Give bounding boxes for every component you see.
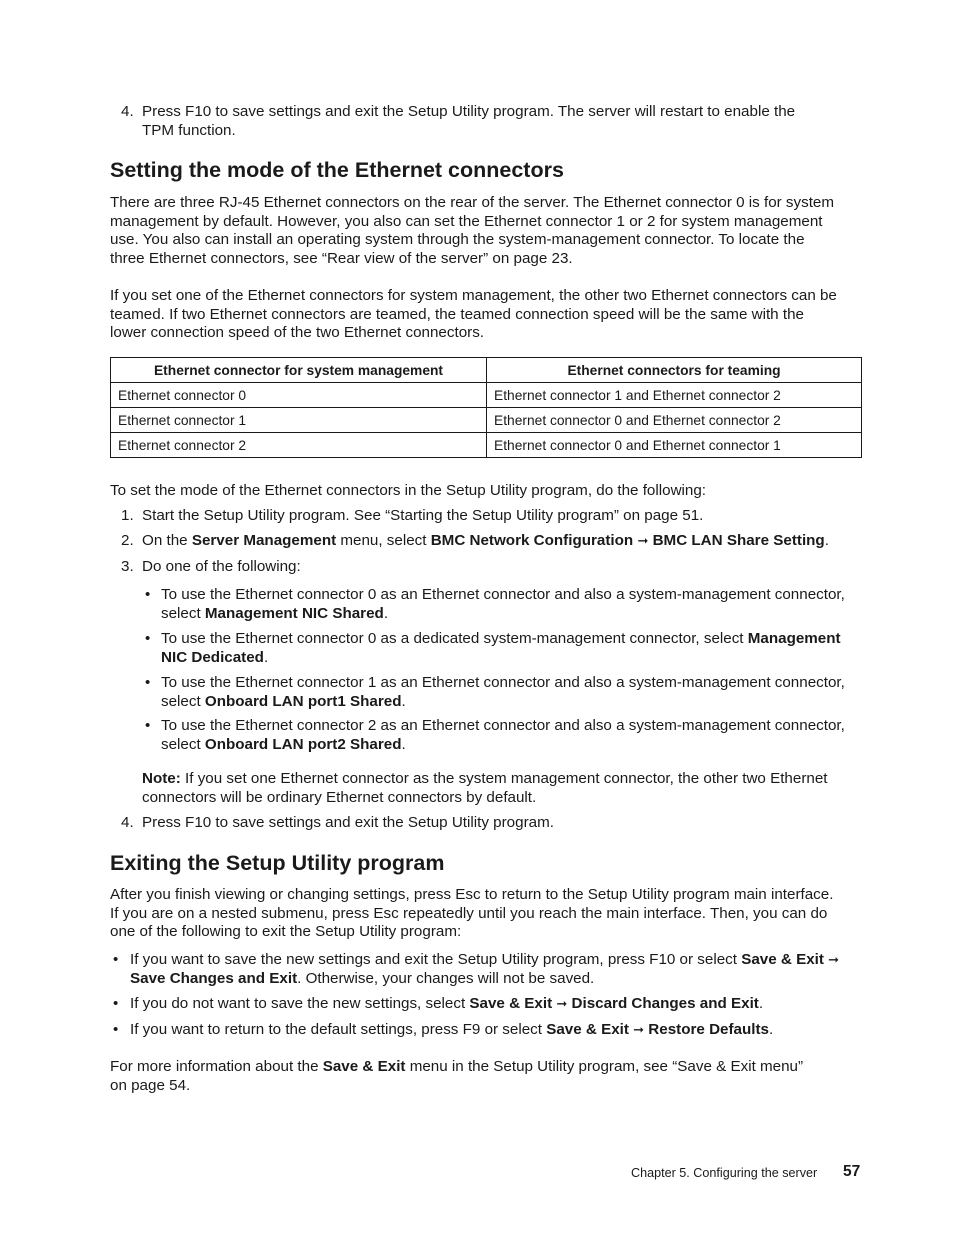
ethernet-connector-table [110,357,862,458]
step-text: Press F10 to save settings and exit the Setup Utility program. [142,814,554,831]
step-text: Press F10 to save settings and exit the Setup Utility program. The server will restart to enable the TPM function. [142,103,796,139]
table-cell: Ethernet connector 1 and Ethernet connector 2 [487,383,862,408]
table-cell: Ethernet connector 2 [111,433,487,458]
paragraph-teaming: If you set one of the Ethernet connectors for system management, the other two Ethernet connectors can be teamed. If two Ethernet connectors are teamed, the teamed connection speed will be the same with the lower connection speed of the two Ethernet connectors. [110,287,837,342]
arrow-right-icon: ➞ [633,1022,645,1037]
table-header-row [111,358,862,383]
paragraph-more-info: For more information about the Save & Exit menu in the Setup Utility program, see “Save & Exit menu” on page 54. [110,1058,804,1094]
bullet-icon: • [145,674,151,691]
note-label: Note: [142,770,181,787]
step-number: 1. [121,507,134,524]
arrow-right-icon: ➞ [637,533,649,548]
note: Note: If you set one Ethernet connector as the system management connector, the other two Ethernet connectors will be ordinary Ethernet connectors by default. [142,770,828,806]
bullet-icon: • [113,995,119,1012]
bullet-icon: • [113,951,119,968]
footer-chapter: Chapter 5. Configuring the server [631,1166,818,1180]
section-heading-exiting: Exiting the Setup Utility program [110,851,445,875]
procedure-intro: To set the mode of the Ethernet connectors in the Setup Utility program, do the following: [110,482,707,499]
table-row [111,433,862,458]
section-heading-ethernet: Setting the mode of the Ethernet connectors [110,158,564,182]
step-text: Do one of the following: [142,558,301,575]
list-item: To use the Ethernet connector 0 as an Ethernet connector and also a system-management connector, select Management NIC Shared. [161,586,845,622]
table-row [111,408,862,433]
list-item: If you want to save the new settings and exit the Setup Utility program, press F10 or select Save & Exit ➞ Save Changes and Exit. Otherwise, your changes will not be saved. [130,951,840,987]
list-item: To use the Ethernet connector 0 as a dedicated system-management connector, select Management NIC Dedicated. [161,630,841,666]
step-number: 2. [121,532,134,549]
list-item: To use the Ethernet connector 1 as an Ethernet connector and also a system-management connector, select Onboard LAN port1 Shared. [161,674,845,710]
bullet-icon: • [145,630,151,647]
step-text: Start the Setup Utility program. See “Starting the Setup Utility program” on page 51. [142,507,704,524]
arrow-right-icon: ➞ [828,952,840,967]
bullet-icon: • [145,717,151,734]
table-cell: Ethernet connector 1 [111,408,487,433]
page-number: 57 [843,1163,861,1180]
arrow-right-icon: ➞ [556,996,568,1011]
table-row [111,383,862,408]
table-cell: Ethernet connector 0 and Ethernet connector 2 [487,408,862,433]
paragraph-ethernet-intro: There are three RJ-45 Ethernet connectors on the rear of the server. The Ethernet connector 0 is for system management by default. However, you also can set the Ethernet connector 1 or 2 for system management use. You also can install an operating system through the system-management connector. To locate the three Ethernet connectors, see “Rear view of the server” on page 23. [110,194,835,267]
table-header-cell: Ethernet connectors for teaming [487,358,862,383]
table-cell: Ethernet connector 0 [111,383,487,408]
step-number: 4. [121,103,134,120]
step-number: 3. [121,558,134,575]
list-item: If you do not want to save the new settings, select Save & Exit ➞ Discard Changes and Exit. [130,995,764,1012]
step-text: On the Server Management menu, select BMC Network Configuration ➞ BMC LAN Share Setting. [142,532,829,549]
bullet-icon: • [113,1021,119,1038]
list-item: To use the Ethernet connector 2 as an Ethernet connector and also a system-management connector, select Onboard LAN port2 Shared. [161,717,845,753]
table-header-cell: Ethernet connector for system management [111,358,487,383]
table-cell: Ethernet connector 0 and Ethernet connector 1 [487,433,862,458]
step-number: 4. [121,814,134,831]
paragraph-exiting: After you finish viewing or changing settings, press Esc to return to the Setup Utility program main interface. If you are on a nested submenu, press Esc repeatedly until you reach the main interface. Then, you can do one of the following to exit the Setup Utility program: [110,886,834,941]
bullet-icon: • [145,586,151,603]
list-item: If you want to return to the default settings, press F9 or select Save & Exit ➞ Restore Defaults. [130,1021,774,1038]
